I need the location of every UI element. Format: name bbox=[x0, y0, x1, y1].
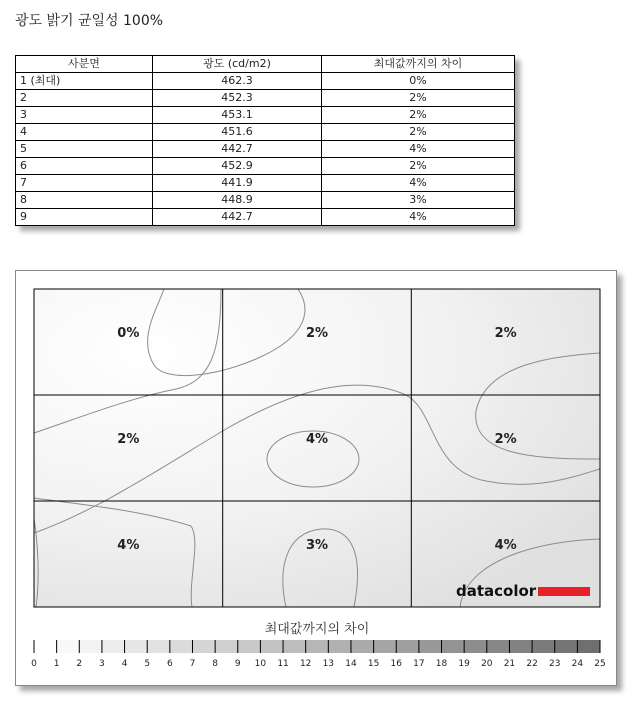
luminance-table bbox=[15, 55, 515, 226]
luminance-cell: 462.3 bbox=[153, 73, 322, 90]
scale-tick-label: 2 bbox=[76, 659, 83, 669]
scale-swatch bbox=[238, 640, 261, 653]
difference-cell: 4% bbox=[322, 175, 515, 192]
brand-text: datacolor bbox=[456, 582, 537, 600]
cell-label-q5: 4% bbox=[305, 432, 329, 447]
table-row bbox=[16, 209, 515, 226]
difference-cell: 0% bbox=[322, 73, 515, 90]
difference-cell: 2% bbox=[322, 124, 515, 141]
scale-tick-label: 5 bbox=[144, 659, 151, 669]
scale-swatch bbox=[351, 640, 374, 653]
scale-tick-label: 25 bbox=[594, 659, 606, 669]
scale-tick-label: 9 bbox=[234, 659, 241, 669]
table-row bbox=[16, 107, 515, 124]
scale-tick-label: 7 bbox=[189, 659, 196, 669]
cell-label-q4: 2% bbox=[117, 432, 140, 447]
scale-tick-label: 8 bbox=[212, 659, 218, 669]
table-row bbox=[16, 124, 515, 141]
quadrant-cell: 6 bbox=[16, 158, 153, 175]
column-header-luminance: 광도 (cd/m2) bbox=[153, 56, 322, 73]
scale-swatch bbox=[464, 640, 487, 653]
scale-tick-label: 15 bbox=[367, 659, 380, 669]
cell-label-q8: 3% bbox=[305, 538, 329, 553]
scale-swatch bbox=[170, 640, 193, 653]
scale-tick-label: 6 bbox=[166, 659, 173, 669]
scale-tick-label: 20 bbox=[481, 659, 493, 669]
scale-tick-label: 18 bbox=[435, 659, 448, 669]
scale-tick-label: 13 bbox=[322, 659, 335, 669]
quadrant-cell: 2 bbox=[16, 90, 153, 107]
table-row bbox=[16, 141, 515, 158]
scale-tick-label: 3 bbox=[99, 659, 105, 669]
scale-swatch bbox=[374, 640, 397, 653]
scale-swatch bbox=[34, 640, 57, 653]
scale-swatch bbox=[487, 640, 510, 653]
scale-swatch bbox=[125, 640, 148, 653]
scale-tick-label: 17 bbox=[413, 659, 425, 669]
luminance-cell: 448.9 bbox=[153, 192, 322, 209]
scale-swatch bbox=[328, 640, 351, 653]
luminance-cell: 442.7 bbox=[153, 209, 322, 226]
scale-swatch bbox=[509, 640, 532, 653]
difference-cell: 2% bbox=[322, 158, 515, 175]
quadrant-cell: 5 bbox=[16, 141, 153, 158]
scale-swatch bbox=[555, 640, 578, 653]
difference-cell: 4% bbox=[322, 141, 515, 158]
scale-swatch bbox=[79, 640, 102, 653]
scale-tick-label: 23 bbox=[548, 659, 561, 669]
luminance-cell: 441.9 bbox=[153, 175, 322, 192]
difference-cell: 3% bbox=[322, 192, 515, 209]
scale-tick-label: 4 bbox=[121, 659, 128, 669]
scale-tick-label: 10 bbox=[254, 659, 267, 669]
difference-cell: 2% bbox=[322, 90, 515, 107]
luminance-cell: 453.1 bbox=[153, 107, 322, 124]
column-header-difference: 최대값까지의 차이 bbox=[322, 56, 515, 73]
luminance-cell: 451.6 bbox=[153, 124, 322, 141]
scale-bar bbox=[31, 640, 606, 669]
table-header-row bbox=[16, 56, 515, 73]
table-body bbox=[16, 73, 515, 226]
scale-swatch bbox=[57, 640, 80, 653]
quadrant-cell: 1 (최대) bbox=[16, 73, 153, 90]
scale-title: 최대값까지의 차이 bbox=[264, 622, 370, 637]
quadrant-cell: 9 bbox=[16, 209, 153, 226]
table-row bbox=[16, 73, 515, 90]
scale-tick-label: 0 bbox=[31, 659, 37, 669]
scale-tick-label: 21 bbox=[503, 659, 516, 669]
scale-swatch bbox=[192, 640, 215, 653]
scale-tick-label: 16 bbox=[390, 659, 402, 669]
scale-tick-label: 12 bbox=[299, 659, 312, 669]
brand-bar bbox=[538, 587, 590, 596]
uniformity-map-panel bbox=[15, 270, 617, 686]
page-title: 광도 밝기 균일성 100% bbox=[15, 13, 164, 29]
scale-swatch bbox=[102, 640, 125, 653]
cell-label-q2: 2% bbox=[305, 326, 329, 341]
scale-swatch bbox=[532, 640, 555, 653]
luminance-cell: 452.9 bbox=[153, 158, 322, 175]
scale-swatch bbox=[147, 640, 170, 653]
scale-swatch bbox=[260, 640, 283, 653]
uniformity-heatmap bbox=[16, 271, 616, 685]
quadrant-cell: 3 bbox=[16, 107, 153, 124]
scale-tick-label: 14 bbox=[345, 659, 357, 669]
cell-label-q9: 4% bbox=[494, 538, 517, 553]
luminance-table-container bbox=[15, 55, 515, 226]
difference-cell: 2% bbox=[322, 107, 515, 124]
quadrant-cell: 4 bbox=[16, 124, 153, 141]
cell-label-q1: 0% bbox=[117, 326, 140, 341]
quadrant-cell: 8 bbox=[16, 192, 153, 209]
table-row bbox=[16, 175, 515, 192]
column-header-quadrant: 사분면 bbox=[16, 56, 153, 73]
luminance-cell: 452.3 bbox=[153, 90, 322, 107]
difference-cell: 4% bbox=[322, 209, 515, 226]
table-row bbox=[16, 192, 515, 209]
scale-tick-label: 1 bbox=[53, 659, 60, 669]
cell-label-q6: 2% bbox=[494, 432, 517, 447]
table-row bbox=[16, 90, 515, 107]
scale-swatch bbox=[419, 640, 442, 653]
luminance-cell: 442.7 bbox=[153, 141, 322, 158]
scale-tick-label: 22 bbox=[526, 659, 538, 669]
scale-tick-label: 11 bbox=[277, 659, 289, 669]
cell-label-q7: 4% bbox=[117, 538, 140, 553]
scale-swatch bbox=[283, 640, 306, 653]
scale-tick-label: 19 bbox=[458, 659, 470, 669]
scale-swatch bbox=[215, 640, 238, 653]
scale-swatch bbox=[577, 640, 600, 653]
table-row bbox=[16, 158, 515, 175]
cell-label-q3: 2% bbox=[494, 326, 517, 341]
scale-swatch bbox=[442, 640, 465, 653]
scale-swatch bbox=[306, 640, 329, 653]
scale-swatch bbox=[396, 640, 419, 653]
quadrant-cell: 7 bbox=[16, 175, 153, 192]
scale-tick-label: 24 bbox=[571, 659, 584, 669]
